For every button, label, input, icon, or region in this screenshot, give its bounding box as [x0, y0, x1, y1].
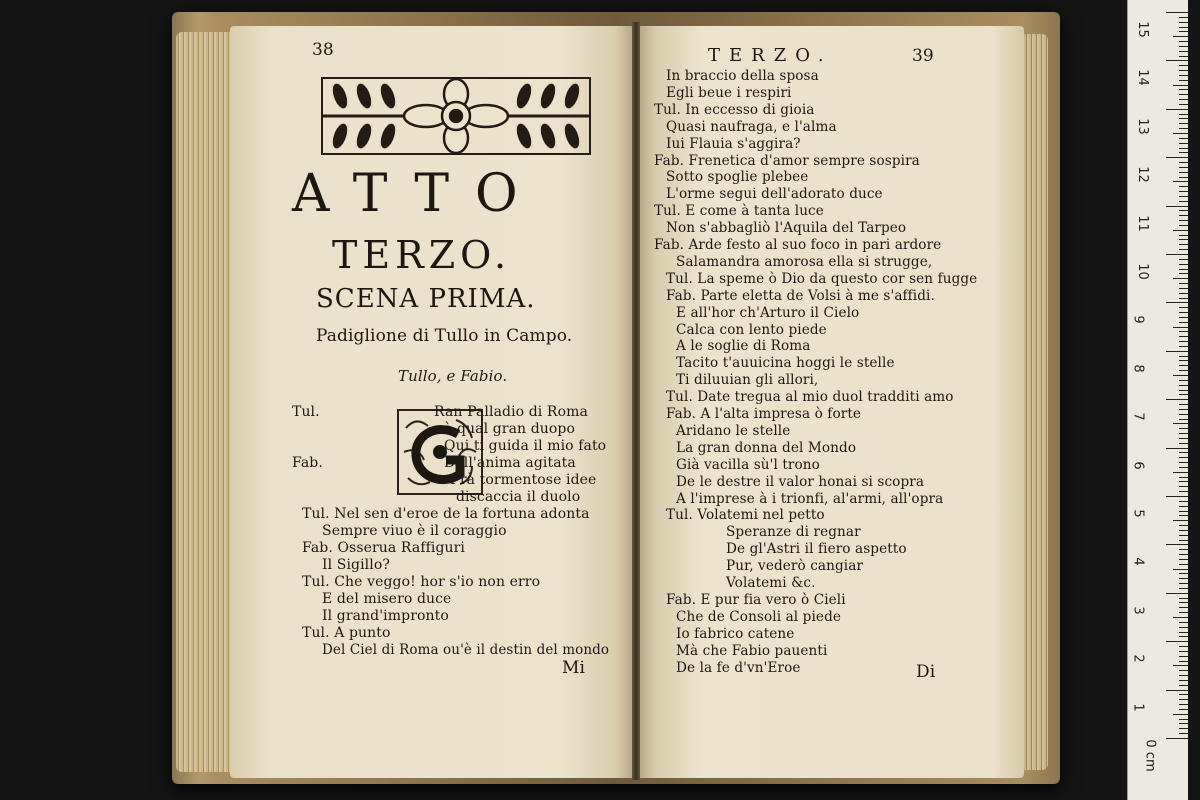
ruler-tick: [1166, 206, 1188, 207]
ruler-tick: [1179, 428, 1188, 429]
ruler-tick: [1179, 322, 1188, 323]
verse-line: Quasi naufraga, e l'alma: [666, 118, 837, 135]
ruler-tick: [1179, 273, 1188, 274]
ruler-number: 12: [1134, 166, 1150, 183]
ruler-tick: [1179, 191, 1188, 192]
verse-line: Ran Palladio di Roma: [434, 404, 588, 420]
ruler-tick: [1179, 636, 1188, 637]
verse-line: Calca con lento piede: [676, 321, 827, 338]
ruler-tick: [1179, 239, 1188, 240]
ruler-tick: [1179, 728, 1188, 729]
ruler-tick: [1179, 312, 1188, 313]
page-number-left: 38: [312, 40, 334, 60]
speaker-label: Tul.: [292, 404, 320, 420]
verse-line: Tul. Che veggo! hor s'io non erro: [302, 574, 541, 590]
ruler-tick: [1179, 365, 1188, 366]
ruler-tick: [1179, 331, 1188, 332]
ruler-tick: [1179, 564, 1188, 565]
verse-line: E all'hor ch'Arturo il Cielo: [676, 304, 860, 321]
ruler-tick: [1179, 293, 1188, 294]
page-edges-right: [1024, 34, 1048, 770]
ruler-tick: [1166, 351, 1188, 352]
verse-line: Aridano le stelle: [676, 422, 791, 439]
ruler-tick: [1179, 172, 1188, 173]
catchword-right: Di: [916, 662, 936, 682]
ruler-tick: [1173, 520, 1188, 521]
verse-line: discaccia il duolo: [456, 489, 581, 505]
ruler-tick: [1179, 515, 1188, 516]
verse-line: Qui ti guida il mio fato: [444, 438, 607, 454]
ruler-tick: [1179, 477, 1188, 478]
verse-line: Tul. A punto: [302, 625, 391, 641]
scene-title: SCENA PRIMA.: [316, 284, 536, 314]
ruler-tick: [1179, 244, 1188, 245]
verse-line: Tul. Date tregua al mio duol tradditi amo: [666, 389, 954, 406]
ruler-tick: [1179, 89, 1188, 90]
verse-line: E del misero duce: [322, 591, 452, 607]
ruler-tick: [1179, 46, 1188, 47]
ruler-tick: [1179, 27, 1188, 28]
verse-line: De la fe d'vn'Eroe: [676, 659, 801, 676]
ruler-tick: [1179, 317, 1188, 318]
ruler-tick: [1179, 17, 1188, 18]
measurement-ruler: [1127, 0, 1188, 800]
ruler-tick: [1179, 578, 1188, 579]
ruler-tick: [1166, 157, 1188, 158]
verse-line: Io fabrico catene: [676, 625, 795, 642]
verse-line: Fab. Parte eletta de Volsi à me s'affidi.: [666, 287, 935, 304]
verse-line: Mà che Fabio pauenti: [676, 642, 828, 659]
ruler-tick: [1179, 162, 1188, 163]
ruler-tick: [1179, 341, 1188, 342]
ruler-tick: [1179, 80, 1188, 81]
ruler-number: 0 cm: [1142, 739, 1158, 772]
ruler-tick: [1179, 530, 1188, 531]
ruler-tick: [1179, 186, 1188, 187]
verse-line: Volatemi &c.: [726, 575, 816, 591]
ruler-tick: [1179, 602, 1188, 603]
ruler-tick: [1179, 75, 1188, 76]
ruler-tick: [1166, 641, 1188, 642]
ruler-tick: [1166, 399, 1188, 400]
ruler-tick: [1179, 598, 1188, 599]
ruler-tick: [1179, 632, 1188, 633]
ruler-tick: [1173, 230, 1188, 231]
ruler-tick: [1173, 278, 1188, 279]
ruler-tick: [1179, 699, 1188, 700]
ruler-tick: [1179, 622, 1188, 623]
verse-line: De le destre il valor honai si scopra: [676, 473, 925, 490]
verse-line: Sotto spoglie plebee: [666, 169, 809, 186]
ruler-tick: [1179, 288, 1188, 289]
ruler-tick: [1179, 733, 1188, 734]
decorative-headpiece-ornament: [320, 76, 592, 156]
ruler-tick: [1179, 360, 1188, 361]
ruler-tick: [1179, 723, 1188, 724]
verse-line: Sempre viuo è il coraggio: [322, 523, 507, 539]
ruler-tick: [1179, 540, 1188, 541]
page-edges-left: [176, 32, 230, 772]
ruler-number: 3: [1130, 606, 1146, 615]
verse-line: A le soglie di Roma: [676, 338, 811, 355]
ruler-number: 2: [1130, 654, 1146, 663]
scene-setting: Padiglione di Tullo in Campo.: [316, 326, 573, 346]
ruler-tick: [1179, 336, 1188, 337]
ruler-tick: [1173, 133, 1188, 134]
running-header: TERZO.: [708, 45, 833, 66]
verse-line: In braccio della sposa: [666, 68, 819, 84]
ruler-tick: [1179, 356, 1188, 357]
speaker-label: Fab.: [292, 455, 323, 471]
ruler-tick: [1179, 409, 1188, 410]
ruler-tick: [1179, 457, 1188, 458]
ruler-tick: [1173, 85, 1188, 86]
verse-line: Pur, vederò cangiar: [726, 558, 864, 575]
ruler-tick: [1179, 588, 1188, 589]
verse-line: Non s'abbagliò l'Aquila del Tarpeo: [666, 220, 907, 237]
ruler-tick: [1179, 486, 1188, 487]
ruler-tick: [1179, 41, 1188, 42]
ruler-tick: [1179, 646, 1188, 647]
verse-line: Il grand'impronto: [322, 608, 449, 624]
ruler-tick: [1179, 661, 1188, 662]
ruler-tick: [1173, 472, 1188, 473]
ruler-tick: [1179, 511, 1188, 512]
ruler-tick: [1179, 249, 1188, 250]
ruler-tick: [1173, 375, 1188, 376]
ruler-number: 13: [1134, 118, 1150, 135]
ruler-number: 6: [1130, 460, 1146, 470]
ruler-number: 1: [1130, 702, 1146, 712]
ruler-tick: [1179, 283, 1188, 284]
ruler-tick: [1179, 491, 1188, 492]
ruler-tick: [1179, 419, 1188, 420]
verse-line: La gran donna del Mondo: [676, 439, 857, 456]
ruler-tick: [1179, 235, 1188, 236]
ruler-tick: [1179, 680, 1188, 681]
ruler-tick: [1179, 177, 1188, 178]
ruler-tick: [1179, 404, 1188, 405]
ruler-tick: [1179, 346, 1188, 347]
ruler-tick: [1179, 264, 1188, 265]
ruler-tick: [1179, 704, 1188, 705]
ruler-tick: [1179, 114, 1188, 115]
verse-line: Ti diluuian gli allori,: [676, 372, 819, 389]
verse-line: Tul. Volatemi nel petto: [666, 507, 825, 524]
ruler-number: 15: [1134, 21, 1150, 38]
verse-line: Tacito t'auuicina hoggi le stelle: [676, 355, 895, 372]
ruler-number: 7: [1130, 412, 1146, 421]
verse-line: Già vacilla sù'l trono: [676, 456, 820, 473]
ruler-tick: [1179, 573, 1188, 574]
verse-line: Il Sigillo?: [322, 557, 390, 573]
ruler-tick: [1166, 738, 1188, 739]
ruler-tick: [1173, 665, 1188, 666]
verse-line: Fab. A l'alta impresa ò forte: [666, 406, 862, 422]
verse-line: L'orme segui dell'adorato duce: [666, 186, 883, 203]
catchword-left: Mi: [562, 658, 586, 678]
verse-line: Del Ciel di Roma ou'è il destin del mondo: [322, 642, 610, 658]
ruler-tick: [1173, 569, 1188, 570]
verse-line: De gl'Astri il fiero aspetto: [726, 541, 907, 558]
ruler-tick: [1179, 656, 1188, 657]
verse-line: Speranze di regnar: [726, 524, 861, 541]
ruler-tick: [1179, 651, 1188, 652]
right-page: [640, 26, 1024, 778]
ruler-tick: [1166, 12, 1188, 13]
ruler-tick: [1179, 70, 1188, 71]
ruler-tick: [1179, 370, 1188, 371]
ruler-number: 8: [1130, 364, 1146, 373]
verse-line: Tul. La speme ò Dio da questo cor sen fugge: [666, 270, 978, 287]
act-number-title: TERZO.: [332, 233, 512, 277]
ruler-tick: [1179, 380, 1188, 381]
act-title: ATTO: [292, 164, 544, 224]
ruler-number: 5: [1130, 509, 1146, 518]
ruler-tick: [1166, 690, 1188, 691]
ruler-tick: [1179, 123, 1188, 124]
ruler-tick: [1179, 148, 1188, 149]
ruler-tick: [1179, 433, 1188, 434]
ruler-number: 10: [1134, 263, 1150, 280]
ruler-tick: [1179, 390, 1188, 391]
ruler-tick: [1179, 709, 1188, 710]
ruler-tick: [1179, 201, 1188, 202]
ruler-tick: [1179, 143, 1188, 144]
verse-line: Egli beue i respiri: [666, 84, 792, 101]
ruler-tick: [1179, 559, 1188, 560]
verse-line: Fab. Arde festo al suo foco in pari ardore: [654, 237, 942, 253]
ruler-tick: [1179, 259, 1188, 260]
page-number-right: 39: [912, 46, 934, 66]
ruler-tick: [1179, 196, 1188, 197]
ruler-tick: [1179, 481, 1188, 482]
verse-line: Che de Consoli al piede: [676, 608, 842, 625]
ruler-tick: [1173, 617, 1188, 618]
ruler-tick: [1179, 612, 1188, 613]
ruler-tick: [1179, 31, 1188, 32]
ruler-number: 9: [1130, 315, 1146, 325]
ruler-tick: [1179, 307, 1188, 308]
ruler-tick: [1179, 118, 1188, 119]
ruler-number: 4: [1130, 557, 1146, 567]
ruler-tick: [1166, 593, 1188, 594]
verse-line: Tul. In eccesso di gioia: [654, 101, 815, 118]
ruler-tick: [1179, 51, 1188, 52]
ruler-tick: [1179, 65, 1188, 66]
ruler-tick: [1179, 583, 1188, 584]
ruler-tick: [1166, 109, 1188, 110]
ruler-tick: [1179, 128, 1188, 129]
verse-line: à qual gran duopo: [444, 421, 576, 437]
ruler-tick: [1179, 462, 1188, 463]
ruler-tick: [1179, 298, 1188, 299]
ruler-tick: [1179, 167, 1188, 168]
ruler-number: 11: [1134, 214, 1150, 232]
ruler-tick: [1179, 385, 1188, 386]
verse-line: Fab. Frenetica d'amor sempre sospira: [654, 152, 920, 169]
ruler-tick: [1179, 694, 1188, 695]
ruler-tick: [1179, 627, 1188, 628]
ruler-tick: [1179, 452, 1188, 453]
verse-line: A l'imprese à i trionfi, al'armi, all'opra: [676, 490, 944, 507]
characters-line: Tullo, e Fabio.: [398, 367, 508, 385]
ruler-number: 14: [1134, 69, 1150, 87]
ruler-tick: [1179, 152, 1188, 153]
verse-line: Tul. E come à tanta luce: [654, 203, 824, 220]
ruler-tick: [1166, 496, 1188, 497]
ruler-tick: [1179, 104, 1188, 105]
ruler-tick: [1179, 670, 1188, 671]
ruler-tick: [1179, 269, 1188, 270]
ruler-tick: [1179, 138, 1188, 139]
verse-line: Frà tormentose idee: [450, 472, 597, 488]
ruler-tick: [1166, 60, 1188, 61]
ruler-tick: [1166, 448, 1188, 449]
ruler-tick: [1173, 327, 1188, 328]
ruler-tick: [1179, 501, 1188, 502]
ruler-tick: [1179, 467, 1188, 468]
ruler-tick: [1179, 549, 1188, 550]
ruler-tick: [1179, 506, 1188, 507]
ruler-tick: [1179, 438, 1188, 439]
ruler-tick: [1179, 719, 1188, 720]
ruler-tick: [1179, 535, 1188, 536]
left-page: [230, 26, 632, 778]
verse-line: Iui Flauia s'aggira?: [666, 135, 801, 152]
ruler-tick: [1179, 215, 1188, 216]
ruler-tick: [1166, 544, 1188, 545]
ruler-tick: [1179, 525, 1188, 526]
ruler-tick: [1179, 607, 1188, 608]
verse-line: Dall'anima agitata: [444, 455, 576, 471]
ruler-tick: [1179, 56, 1188, 57]
ruler-tick: [1179, 685, 1188, 686]
verse-line: Salamandra amorosa ella si strugge,: [676, 253, 933, 270]
ruler-tick: [1166, 302, 1188, 303]
ruler-tick: [1173, 423, 1188, 424]
ruler-tick: [1179, 675, 1188, 676]
ruler-tick: [1179, 394, 1188, 395]
ruler-tick: [1173, 36, 1188, 37]
verse-line: Fab. E pur fia vero ò Cieli: [666, 591, 846, 608]
ruler-tick: [1173, 714, 1188, 715]
ruler-tick: [1179, 210, 1188, 211]
ruler-tick: [1166, 254, 1188, 255]
ruler-tick: [1179, 414, 1188, 415]
open-book: [172, 12, 1060, 784]
ruler-tick: [1179, 443, 1188, 444]
ruler-tick: [1173, 181, 1188, 182]
ruler-tick: [1179, 94, 1188, 95]
ruler-tick: [1179, 220, 1188, 221]
verse-line: Tul. Nel sen d'eroe de la fortuna adonta: [302, 506, 590, 522]
ruler-tick: [1179, 554, 1188, 555]
ruler-tick: [1179, 22, 1188, 23]
ruler-tick: [1179, 99, 1188, 100]
verse-line: Fab. Osserua Raffiguri: [302, 540, 466, 556]
ruler-tick: [1179, 225, 1188, 226]
